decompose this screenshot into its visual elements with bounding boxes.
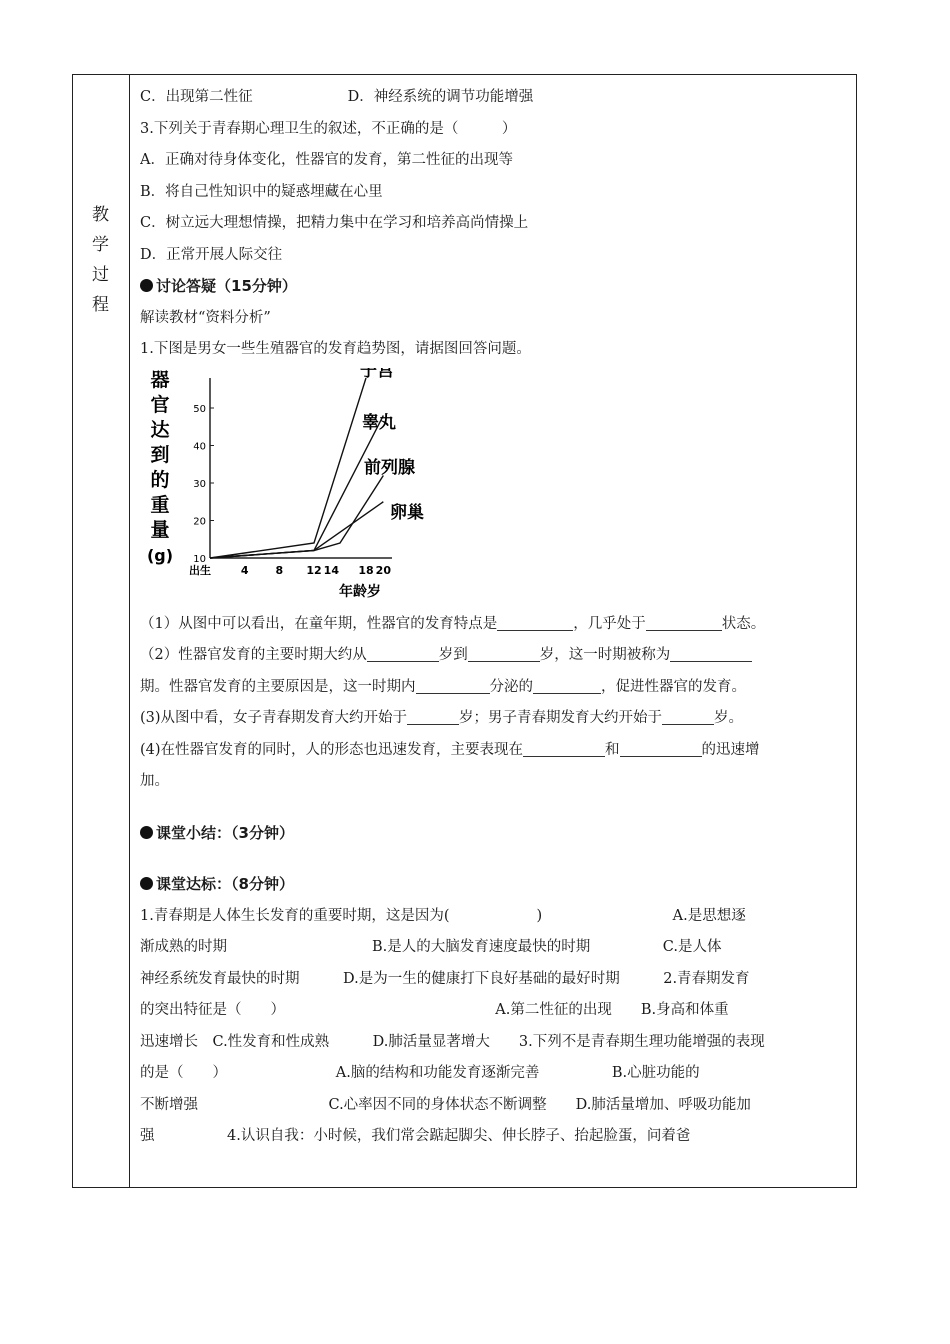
practice-line: 1.青春期是人体生长发育的重要时期，这是因为( ) A.是思想逐 — [140, 907, 746, 924]
fill-text: (3)从图中看，女子青春期发育大约开始于 — [140, 710, 408, 726]
series-label: 睾丸 — [362, 412, 396, 433]
y-tick-label: 30 — [193, 478, 206, 490]
y-tick-label: 20 — [193, 516, 206, 527]
bullet-icon — [140, 826, 153, 839]
summary-heading-text: 课堂小结：（3分钟） — [156, 823, 294, 842]
series-line — [210, 415, 383, 558]
fill-text: （2）性器官发育的主要时期大约从 — [140, 647, 367, 663]
practice-line: 迅速增长 C.性发育和性成熟 D.肺活量显著增大 3.下列不是青春期生理功能增强的表现 — [140, 1033, 765, 1050]
answer-blank[interactable] — [468, 644, 540, 662]
q3-option-b: B．将自己性知识中的疑惑埋藏在心里 — [140, 183, 383, 200]
fill-text: 的迅速增 — [701, 741, 760, 758]
fill-text: 和 — [605, 741, 620, 758]
discussion-heading-text: 讨论答疑（15分钟） — [156, 277, 297, 295]
series-label: 卵巢 — [390, 502, 424, 523]
q3-option-c: C．树立远大理想情操，把精力集中在学习和培养高尚情操上 — [140, 215, 529, 231]
practice-line: 强 4.认识自我：小时候，我们常会踮起脚尖、伸长脖子、抬起脸蛋，问着爸 — [140, 1128, 691, 1144]
content-column — [140, 82, 846, 1153]
y-axis-label-char: 量 — [150, 518, 170, 541]
practice-line: 不断增强 C.心率因不同的身体状态不断调整 D.肺活量增加、呼吸功能加 — [140, 1096, 751, 1113]
fill-text: 岁。 — [714, 710, 744, 726]
fill-q4-end: 加。 — [140, 773, 169, 789]
fill-text: 状态。 — [721, 615, 766, 632]
discussion-q1: 1.下图是男女一些生殖器官的发育趋势图，请据图回答问题。 — [140, 341, 531, 357]
discussion-heading — [140, 271, 846, 303]
bullet-icon — [140, 877, 153, 890]
answer-blank[interactable] — [497, 613, 573, 631]
column-divider — [129, 74, 130, 1188]
fill-text: 期。性器官发育的主要原因是，这一时期内 — [140, 678, 416, 695]
fill-q1 — [140, 609, 846, 641]
y-axis-label-char: 到 — [150, 443, 170, 466]
x-axis-label: 年龄岁 — [339, 583, 381, 600]
fill-q2-line2 — [140, 672, 846, 704]
q3-option-d: D．正常开展人际交往 — [140, 246, 283, 263]
answer-blank[interactable] — [662, 707, 714, 725]
practice-heading — [140, 869, 846, 901]
bullet-icon — [140, 279, 153, 292]
option-c: C．出现第二性征 — [140, 89, 253, 105]
practice-line: 的突出特征是（ ） A.第二性征的出现 B.身高和体重 — [140, 1002, 729, 1018]
x-tick-label: 20 — [375, 563, 391, 577]
fill-text: 岁，这一时期被称为 — [539, 647, 671, 663]
answer-blank[interactable] — [670, 644, 752, 662]
series-label: 子宫 — [360, 367, 394, 381]
prev-question-options — [140, 82, 846, 114]
q3-stem: 3.下列关于青春期心理卫生的叙述，不正确的是（ ） — [140, 120, 517, 137]
y-axis-label-char: 达 — [150, 418, 170, 441]
fill-text: 岁到 — [438, 647, 468, 663]
y-axis-label-unit: (g) — [146, 545, 174, 565]
series-label: 前列腺 — [364, 457, 415, 478]
fill-text: ，几乎处于 — [573, 615, 646, 632]
fill-text: （1）从图中可以看出，在童年期，性器官的发育特点是 — [140, 615, 498, 632]
x-tick-label: 12 — [306, 563, 322, 577]
summary-heading — [140, 818, 846, 850]
practice-heading-text: 课堂达标：（8分钟） — [156, 875, 294, 893]
fill-text: 分泌的 — [489, 678, 533, 695]
organ-growth-chart — [142, 368, 442, 603]
fill-text: 岁；男子青春期发育大约开始于 — [459, 710, 663, 726]
series-line — [210, 501, 383, 557]
y-axis-label-char: 的 — [150, 468, 170, 491]
answer-blank[interactable] — [523, 739, 605, 757]
chart-svg — [142, 368, 442, 603]
fill-text: ，促进性器官的发育。 — [601, 678, 746, 695]
answer-blank[interactable] — [646, 613, 722, 631]
x-tick-label: 14 — [323, 563, 339, 577]
answer-blank[interactable] — [367, 644, 439, 662]
answer-blank[interactable] — [620, 739, 702, 757]
y-tick-label: 40 — [193, 441, 206, 452]
q3-option-a: A．正确对待身体变化，性器官的发育，第二性征的出现等 — [140, 152, 513, 168]
practice-line: 渐成熟的时期 B.是人的大脑发育速度最快的时期 C.是人体 — [140, 939, 722, 955]
practice-line: 的是（ ） A.脑的结构和功能发育逐渐完善 B.心脏功能的 — [140, 1065, 700, 1081]
x-tick-label: 出生 — [189, 563, 211, 577]
side-label — [72, 200, 129, 320]
answer-blank[interactable] — [407, 707, 459, 725]
fill-text: (4)在性器官发育的同时，人的形态也迅速发育，主要表现在 — [140, 741, 524, 758]
side-label-char: 学 — [92, 235, 109, 255]
side-label-char: 程 — [92, 295, 109, 315]
fill-q2-line1 — [140, 640, 846, 672]
fill-q4 — [140, 735, 846, 767]
fill-q3 — [140, 703, 846, 735]
x-tick-label: 8 — [275, 563, 284, 577]
option-d: D．神经系统的调节功能增强 — [347, 89, 534, 105]
answer-blank[interactable] — [416, 676, 490, 694]
y-tick-label: 50 — [193, 403, 206, 415]
y-tick-label: 10 — [193, 553, 206, 565]
y-axis-label-char: 器 — [150, 368, 170, 391]
y-axis-label-char: 官 — [150, 393, 170, 416]
side-label-char: 教 — [92, 205, 109, 225]
answer-blank[interactable] — [533, 676, 601, 694]
y-axis-label-char: 重 — [150, 493, 170, 516]
practice-line: 神经系统发育最快的时期 D.是为一生的健康打下良好基础的最好时期 2.青春期发育 — [140, 970, 750, 987]
x-tick-label: 4 — [240, 563, 249, 577]
discussion-intro: 解读教材“资料分析” — [140, 309, 271, 326]
side-label-char: 过 — [92, 265, 109, 285]
x-tick-label: 18 — [358, 563, 374, 577]
